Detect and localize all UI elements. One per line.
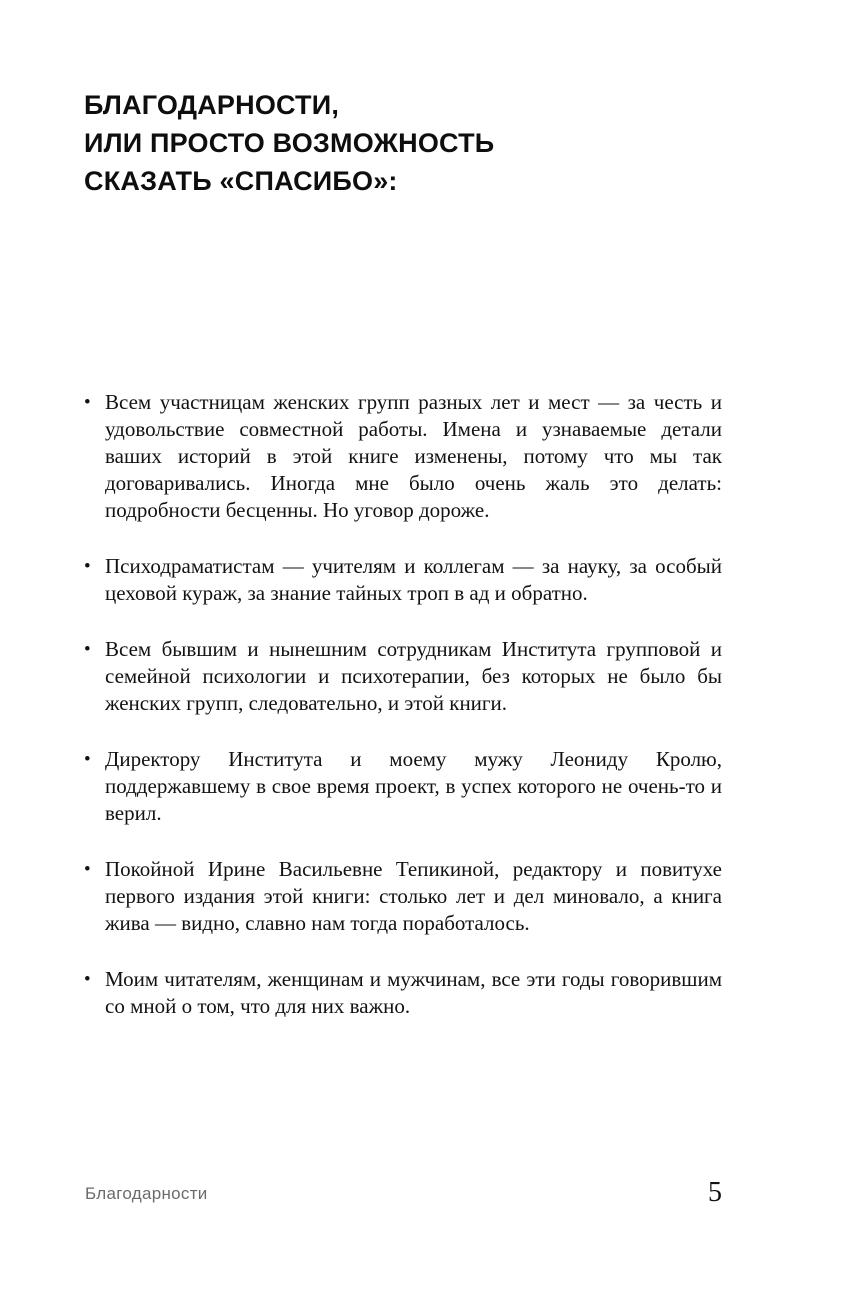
list-item-text: Покойной Ирине Васильевне Тепикиной, редактору и повитухе первого издания этой книги: столько лет и дел миновало, а книга жива — видно, славно нам тогда поработалось. bbox=[105, 857, 722, 935]
bullet-marker: • bbox=[84, 392, 91, 413]
bullet-marker: • bbox=[84, 556, 91, 577]
acknowledgments-list bbox=[84, 389, 722, 1020]
bullet-marker: • bbox=[84, 859, 91, 880]
page-number: 5 bbox=[708, 1177, 722, 1208]
list-item-text: Всем бывшим и нынешним сотрудникам Института групповой и семейной психологии и психотерапии, без которых не было бы женских групп, следовательно, и этой книги. bbox=[105, 637, 722, 715]
list-item bbox=[84, 856, 722, 937]
list-item-text: Психодраматистам — учителям и коллегам — за науку, за особый цеховой кураж, за знание тайных троп в ад и обратно. bbox=[105, 554, 722, 605]
chapter-title-line-2: ИЛИ ПРОСТО ВОЗМОЖНОСТЬ bbox=[84, 128, 495, 158]
chapter-title-line-3: СКАЗАТЬ «СПАСИБО»: bbox=[84, 166, 398, 196]
bullet-marker: • bbox=[84, 969, 91, 990]
list-item bbox=[84, 746, 722, 827]
running-footer-title: Благодарности bbox=[85, 1184, 208, 1203]
chapter-title bbox=[84, 86, 494, 200]
bullet-marker: • bbox=[84, 639, 91, 660]
list-item bbox=[84, 966, 722, 1020]
list-item-text: Моим читателям, женщинам и мужчинам, все эти годы говорившим со мной о том, что для них важно. bbox=[105, 967, 722, 1018]
list-item bbox=[84, 636, 722, 717]
list-item bbox=[84, 553, 722, 607]
list-item-text: Всем участницам женских групп разных лет и мест — за честь и удовольствие совместной работы. Имена и узнаваемые детали ваших историй в этой книге изменены, потому что мы так договаривались. Иногда мне было очень жаль это делать: подробности бесценны. Но уговор дороже. bbox=[105, 390, 722, 522]
bullet-marker: • bbox=[84, 749, 91, 770]
chapter-title-line-1: БЛАГОДАРНОСТИ, bbox=[84, 90, 340, 120]
list-item-text: Директору Института и моему мужу Леониду Кролю, поддержавшему в свое время проект, в успех которого не очень-то и верил. bbox=[105, 747, 722, 825]
list-item bbox=[84, 389, 722, 524]
